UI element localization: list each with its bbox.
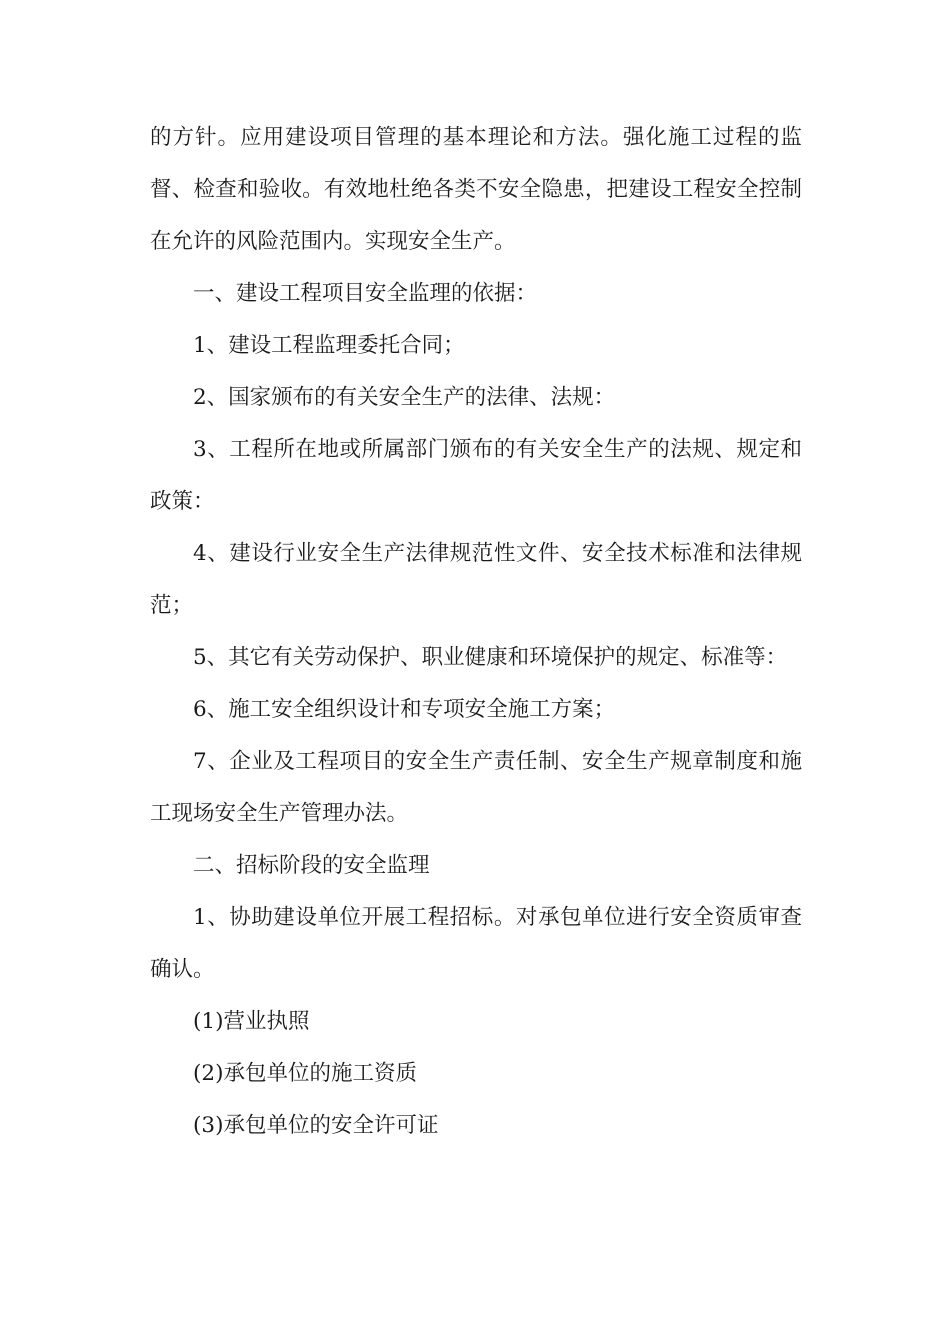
sub-item-2: (2)承包单位的施工资质 — [193, 1061, 417, 1086]
section-heading-basis: 一、建设工程项目安全监理的依据： — [193, 281, 538, 306]
sub-item-1: (1)营业执照 — [193, 1009, 310, 1034]
document-body — [150, 112, 802, 1152]
list-item-1: 1、建设工程监理委托合同； — [193, 333, 465, 358]
section-heading-bidding: 二、招标阶段的安全监理 — [193, 853, 430, 878]
sub-item-3: (3)承包单位的安全许可证 — [193, 1113, 439, 1138]
list-item-4: 4、建设行业安全生产法律规范性文件、安全技术标准和法律规范； — [150, 541, 802, 618]
list-item-6: 6、施工安全组织设计和专项安全施工方案； — [193, 697, 616, 722]
list-item-3: 3、工程所在地或所属部门颁布的有关安全生产的法规、规定和政策： — [150, 437, 802, 514]
list-item-7: 7、企业及工程项目的安全生产责任制、安全生产规章制度和施工现场安全生产管理办法。 — [150, 749, 802, 826]
list-item-2: 2、国家颁布的有关安全生产的法律、法规： — [193, 385, 616, 410]
list-item-bidding-1: 1、协助建设单位开展工程招标。对承包单位进行安全资质审查确认。 — [150, 905, 802, 982]
paragraph-continuation: 的方针。应用建设项目管理的基本理论和方法。强化施工过程的监督、检查和验收。有效地杜绝各类不安全隐患，把建设工程安全控制在允许的风险范围内。实现安全生产。 — [150, 125, 802, 254]
list-item-5: 5、其它有关劳动保护、职业健康和环境保护的规定、标准等： — [193, 645, 788, 670]
